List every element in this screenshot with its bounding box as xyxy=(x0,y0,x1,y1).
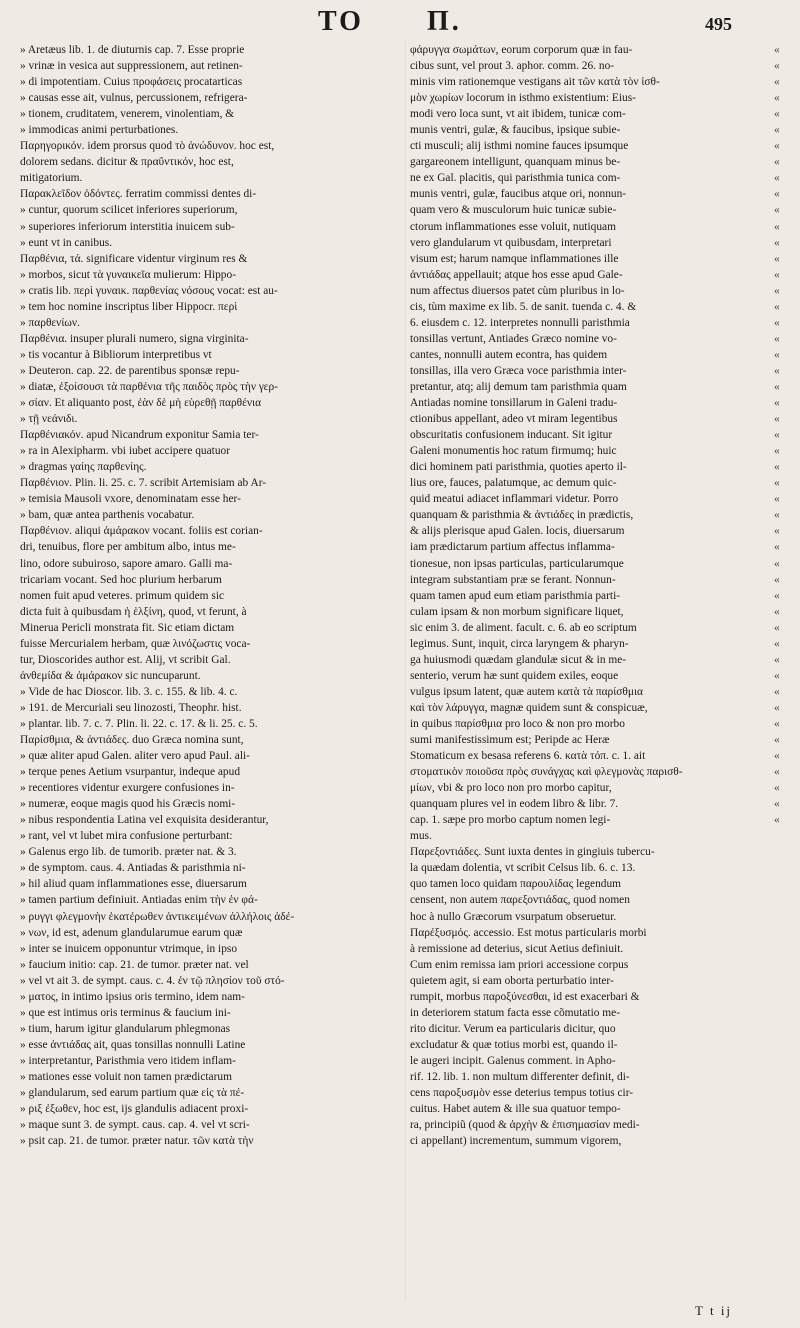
text-line: φάρυγγα σωμάτων, eorum corporum quæ in fau- xyxy=(410,44,633,56)
text-line: Παρθένιακόν. apud Nicandrum exponitur Samia ter- xyxy=(20,429,259,442)
text-line: » inter se inuicem opponuntur vtrimque, in ipso xyxy=(20,942,238,955)
text-line: modi vero loca sunt, vt ait ibidem, tunicæ com- xyxy=(410,108,626,121)
text-line: » eunt vt in canibus. xyxy=(20,236,113,249)
text-line: » tamen partium definiuit. Antiadas enim τὴν ἐν φά- xyxy=(20,894,258,907)
text-line: ga huiusmodi quædam glandulæ sicut & in me- xyxy=(410,653,627,666)
text-line: » quæ aliter apud Galen. aliter vero apud Paul. ali- xyxy=(20,750,250,763)
quote-mark: « xyxy=(774,798,780,811)
text-line: & alijs plerisque apud Galen. locis, diuersarum xyxy=(410,525,625,538)
text-line: Παρεξοντιάδες. Sunt iuxta dentes in gingiuis tubercu- xyxy=(410,846,655,859)
quote-mark: « xyxy=(774,493,780,506)
text-line: ἀνθεμίδα & ἀμάρακον sic nuncuparunt. xyxy=(20,669,201,682)
text-line: quietem agit, si eam oborta perturbatio inter- xyxy=(410,974,614,987)
quote-mark: « xyxy=(774,461,780,474)
text-line: quam tamen apud eum etiam paristhmia parti- xyxy=(410,589,621,602)
text-line: » vrinæ in vesica aut suppressionem, aut retinen- xyxy=(20,60,243,73)
quote-mark: « xyxy=(774,397,780,410)
quote-mark: « xyxy=(774,332,780,345)
text-line: Παρηγορικόν. idem prorsus quod τὸ ἀνώδυνον. hoc est, xyxy=(20,140,275,153)
quote-mark: « xyxy=(774,621,780,634)
text-line: ctionibus appellant, adeo vt miram legentibus xyxy=(410,413,618,426)
text-line: » Vide de hac Dioscor. lib. 3. c. 155. & lib. 4. c. xyxy=(20,685,238,698)
quote-mark: « xyxy=(774,156,780,169)
text-line: tionesue, non ipsas particulas, particularumque xyxy=(410,557,624,570)
text-line: quanquam plures vel in eodem libro & libr. 7. xyxy=(410,798,619,811)
text-line: » tionem, cruditatem, venerem, vinolentiam, & xyxy=(20,108,235,121)
text-line: » cuntur, quorum scilicet inferiores superiorum, xyxy=(20,204,238,217)
quote-mark: « xyxy=(774,653,780,666)
text-line: » rant, vel vt lubet mira confusione perturbant: xyxy=(20,830,233,843)
text-line: à remissione ad deterius, sicut Aetius definiuit. xyxy=(410,942,624,955)
text-line: rito dicitur. Verum ea particularis dicitur, quo xyxy=(410,1022,616,1035)
text-line: Παρέξυσμός. accessio. Est motus particularis morbi xyxy=(410,926,647,939)
text-line: excludatur & quæ totius morbi est, quando il- xyxy=(410,1038,618,1051)
text-line: » Deuteron. cap. 22. de parentibus sponsæ repu- xyxy=(20,364,240,377)
text-line: ci appellant) incrementum, summum vigorem, xyxy=(410,1135,622,1148)
text-line: Παρθένια. insuper plurali numero, signa virginita- xyxy=(20,332,249,345)
text-line: μὸν χωρίων locorum in isthmo existentium: Eius- xyxy=(410,92,636,105)
text-line: » morbos, sicut τὰ γυναικεῖα mulierum: Hippo- xyxy=(20,268,236,281)
text-line: » temisia Mausoli vxore, denominatam esse her- xyxy=(20,493,241,506)
text-line: cuitus. Habet autem & ille sua quatuor tempo- xyxy=(410,1103,621,1116)
quote-mark: « xyxy=(774,124,780,137)
quote-mark: « xyxy=(774,44,780,56)
quote-mark: « xyxy=(774,685,780,698)
text-line: » tis vocantur à Bibliorum interpretibus vt xyxy=(20,348,212,361)
text-line: dolorem sedans. dicitur & πραΰντικόν, hoc est, xyxy=(20,156,234,169)
text-line: mitigatorium. xyxy=(20,172,83,185)
running-head-left: TO xyxy=(318,6,364,37)
margin-quotation-marks xyxy=(774,42,794,828)
text-line: Galeni monumentis hoc ratum firmumq; huic xyxy=(410,445,617,458)
quote-mark: « xyxy=(774,814,780,827)
text-line: quid meatui adiacet inflammari videtur. Porro xyxy=(410,493,619,506)
text-line: » interpretantur, Paristhmia vero itidem inflam- xyxy=(20,1054,236,1067)
text-line: sic enim 3. de aliment. facult. c. 6. ab eo scriptum xyxy=(410,621,637,634)
quote-mark: « xyxy=(774,204,780,217)
text-line: » cratis lib. περὶ γυναικ. παρθενίας νόσους vocat: est au- xyxy=(20,284,278,297)
text-line: ne ex Gal. placitis, qui paristhmia tunica com- xyxy=(410,172,621,185)
text-line: dici hominem pati paristhmia, quoties aperto il- xyxy=(410,461,627,474)
text-line: le augeri incipit. Galenus comment. in Apho- xyxy=(410,1054,616,1067)
text-line: » σίαν. Et aliquanto post, ἐὰν δὲ μὴ εὑρεθῇ παρθένια xyxy=(20,397,262,410)
text-line: » 191. de Mercuriali seu linozosti, Theophr. hist. xyxy=(20,701,242,714)
text-line: » Galenus ergo lib. de tumorib. præter nat. & 3. xyxy=(20,846,237,859)
text-line: dicta fuit à quibusdam ἡ ἑλξίνη, quod, vt ferunt, à xyxy=(20,605,247,618)
quote-mark: « xyxy=(774,140,780,153)
quote-mark: « xyxy=(774,605,780,618)
text-line: cens παροξυσμὸν esse deterius tempus totius cir- xyxy=(410,1087,634,1100)
left-text-column xyxy=(20,42,404,1149)
text-line: pretantur, atq; alij demum tam paristhmia quam xyxy=(410,380,627,393)
text-line: in quibus παρίσθμια pro loco & non pro morbo xyxy=(410,717,625,730)
text-line: Παρθένια, τά. significare videntur virginum res & xyxy=(20,252,248,265)
quote-mark: « xyxy=(774,525,780,538)
text-line: » dragmas γαίης παρθενίης. xyxy=(20,461,147,474)
text-line: Παρίσθμια, & ἀντιάδες. duo Græca nomina sunt, xyxy=(20,734,244,747)
text-line: obscuritatis confusionem inducant. Sit igitur xyxy=(410,429,613,442)
text-line: munis ventri, gulæ, faucibus atque ori, nonnun- xyxy=(410,188,627,201)
text-line: » ρυγγι φλεγμονὴν ἑκατέρωθεν ἀντικειμένων ἀλλήλοις ἀδέ- xyxy=(20,910,295,923)
quote-mark: « xyxy=(774,589,780,602)
quote-mark: « xyxy=(774,750,780,763)
text-line: tur, Dioscorides author est. Alij, vt scribit Gal. xyxy=(20,653,231,666)
text-line: lino, odore subuiroso, sapore amaro. Galli ma- xyxy=(20,557,233,570)
quote-mark: « xyxy=(774,108,780,121)
quote-mark: « xyxy=(774,669,780,682)
quote-mark: « xyxy=(774,477,780,490)
quote-mark: « xyxy=(774,573,780,586)
text-line: num affectus diuersos patet cùm pluribus in lo- xyxy=(410,284,625,297)
page-number: 495 xyxy=(705,14,732,34)
text-line: fuisse Mercurialem herbam, quæ λινόζωστις voca- xyxy=(20,637,251,650)
text-line: la quædam dolentia, vt scribit Celsus lib. 6. c. 13. xyxy=(410,862,636,875)
text-line: tricariam vocant. Sed hoc plurium herbarum xyxy=(20,573,222,586)
text-line: καὶ τὸν λάρυγγα, magnæ quidem sunt & conspicuæ, xyxy=(410,701,648,714)
text-line: senterio, verum hæ sunt quidem exiles, eoque xyxy=(410,669,619,682)
quote-mark: « xyxy=(774,300,780,313)
text-line: » bam, quæ antea parthenis vocabatur. xyxy=(20,509,195,522)
quote-mark: « xyxy=(774,717,780,730)
quote-mark: « xyxy=(774,236,780,249)
text-line: Cum enim remissa iam priori accessione corpus xyxy=(410,958,629,971)
text-line: » esse ἀντιάδας ait, quas tonsillas nonnulli Latine xyxy=(20,1038,246,1051)
text-line: cti musculi; alij isthmi nomine fauces ipsumque xyxy=(410,140,629,153)
quote-mark: « xyxy=(774,76,780,89)
text-line: mus. xyxy=(410,830,432,843)
text-line: 6. eiusdem c. 12. interpretes nonnulli paristhmia xyxy=(410,316,630,329)
text-line: quanquam & paristhmia & ἀντιάδες in prædictis, xyxy=(410,509,634,522)
text-line: visum est; harum namque inflammationes ille xyxy=(410,252,619,265)
text-line: in deteriorem statum facta esse cõmutatio me- xyxy=(410,1006,621,1019)
text-line: cap. 1. sæpe pro morbo captum nomen legi- xyxy=(410,814,611,827)
text-line: integram substantiam præ se ferant. Nonnun- xyxy=(410,573,616,586)
text-line: » terque penes Aetium vsurpantur, indeque apud xyxy=(20,766,241,779)
text-line: » immodicas animi perturbationes. xyxy=(20,124,179,137)
text-line: » superiores inferiorum interstitia inuicem sub- xyxy=(20,220,235,233)
quote-mark: « xyxy=(774,782,780,795)
text-line: munis ventri, gulæ, & faucibus, ipsique subie- xyxy=(410,124,621,137)
text-line: vero glandularum vt quibusdam, interpretari xyxy=(410,236,612,249)
text-line: nomen fuit apud veteres. primum quidem sic xyxy=(20,589,225,602)
text-line: » tem hoc nomine inscriptus liber Hippocr. περὶ xyxy=(20,300,238,313)
text-line: » recentiores videntur exurgere confusiones in- xyxy=(20,782,235,795)
quote-mark: « xyxy=(774,268,780,281)
text-line: lius ore, fauces, palatumque, ac demum quic- xyxy=(410,477,617,490)
text-line: » plantar. lib. 7. c. 7. Plin. li. 22. c. 17. & li. 25. c. 5. xyxy=(20,717,258,730)
right-text-column xyxy=(410,42,772,1149)
text-line: » νων, id est, adenum glandularumue earum quæ xyxy=(20,926,243,939)
text-line: cis, tùm maxime ex lib. 5. de sanit. tuenda c. 4. & xyxy=(410,300,637,313)
quote-mark: « xyxy=(774,252,780,265)
text-line: vulgus ipsum latent, quæ autem κατὰ τὰ παρίσθμια xyxy=(410,685,644,698)
text-line: rif. 12. lib. 1. non multum differenter definit, di- xyxy=(410,1071,630,1083)
text-line: Minerua Pericli monstrata fit. Sic etiam dictam xyxy=(20,621,235,634)
text-line: » ματος, in intimo ipsius oris termino, idem nam- xyxy=(20,990,245,1003)
quote-mark: « xyxy=(774,284,780,297)
quote-mark: « xyxy=(774,172,780,185)
text-line: » tium, harum igitur glandularum phlegmonas xyxy=(20,1022,231,1035)
quote-mark: « xyxy=(774,509,780,522)
text-line: » mationes esse voluit non tamen prædictarum xyxy=(20,1071,232,1083)
text-line: Παρθένιον. Plin. li. 25. c. 7. scribit Artemisiam ab Ar- xyxy=(20,477,267,490)
text-line: dri, tenuibus, flore per ambitum albo, intus me- xyxy=(20,541,236,554)
quote-mark: « xyxy=(774,557,780,570)
quote-mark: « xyxy=(774,380,780,393)
text-line: Stomaticum ex besasa referens 6. κατὰ τόπ. c. 1. ait xyxy=(410,750,646,763)
quote-mark: « xyxy=(774,364,780,377)
text-line: tonsillas vertunt, Antiades Græco nomine vo- xyxy=(410,332,617,345)
text-line: quam vero & musculorum huic tunicæ subie- xyxy=(410,204,617,217)
text-line: ra, principiũ (quod & ἀρχὴν & ἐπισημασίαν medi- xyxy=(410,1119,640,1132)
quote-mark: « xyxy=(774,766,780,779)
quote-mark: « xyxy=(774,348,780,361)
page-header xyxy=(0,6,800,46)
text-line: rumpit, morbus παροξύνεσθαι, id est exacerbari & xyxy=(410,990,640,1003)
text-line: » diatæ, ἐξοίσουσι τὰ παρθένια τῆς παιδὸς πρὸς τὴν γερ- xyxy=(20,380,278,393)
text-line: » maque sunt 3. de sympt. caus. cap. 4. vel vt scri- xyxy=(20,1119,250,1132)
text-line: quo tamen loco quidam παρουλίδας legendum xyxy=(410,878,622,891)
running-head-right: Π. xyxy=(427,6,462,37)
signature-mark: T t ij xyxy=(695,1303,733,1318)
text-line: » de symptom. caus. 4. Antiadas & paristhmia ni- xyxy=(20,862,246,875)
quote-mark: « xyxy=(774,316,780,329)
text-line: sumi manifestissimum est; Peripde ac Heræ xyxy=(410,734,610,747)
text-line: » ριξ ἐξωθεν, hoc est, ijs glandulis adiacent proxi- xyxy=(20,1103,249,1116)
text-line: » nibus respondentia Latina vel exquisita desiderantur, xyxy=(20,814,269,827)
text-line: » psit cap. 21. de tumor. præter natur. τῶν κατὰ τὴν xyxy=(20,1135,254,1148)
text-line: ctorum inflammationes esse voluit, nutiquam xyxy=(410,220,616,233)
text-line: Παρακλεῖδον ὀδόντες. ferratim commissi dentes di- xyxy=(20,188,257,201)
quote-mark: « xyxy=(774,220,780,233)
text-line: » causas esse ait, vulnus, percussionem, refrigera- xyxy=(20,92,248,105)
text-line: » Aretæus lib. 1. de diuturnis cap. 7. Esse proprie xyxy=(20,44,245,56)
quote-mark: « xyxy=(774,445,780,458)
text-line: » faucium initio: cap. 21. de tumor. præter nat. vel xyxy=(20,958,249,971)
quote-mark: « xyxy=(774,60,780,73)
text-line: » ra in Alexipharm. vbi iubet accipere quatuor xyxy=(20,445,231,458)
text-line: » glandularum, sed earum partium quæ εἰς τὰ πέ- xyxy=(20,1087,245,1100)
text-line: gargareonem intelligunt, quanquam minus be- xyxy=(410,156,621,169)
text-line: στοματικὸν ποιοῦσα πρὸς συνάγχας καὶ φλεγμονὰς παρισθ- xyxy=(410,766,683,779)
text-line: » παρθενίων. xyxy=(20,316,80,329)
text-line: legimus. Sunt, inquit, circa laryngem & pharyn- xyxy=(410,637,629,650)
text-line: iam prædictarum partium affectus inflamma- xyxy=(410,541,615,554)
text-line: tonsillas, illa vero Græca voce paristhmia inter- xyxy=(410,364,627,377)
text-line: minis vim rationemque vestigans ait τῶν κατὰ τὸν ἰσθ- xyxy=(410,76,660,89)
text-line: censent, non autem παρεξοντιάδας, quod nomen xyxy=(410,894,630,907)
text-line: Παρθένιον. aliqui ἀμάρακον vocant. foliis est corian- xyxy=(20,525,263,538)
quote-mark: « xyxy=(774,734,780,747)
quote-mark: « xyxy=(774,188,780,201)
text-line: » que est intimus oris terminus & faucium ini- xyxy=(20,1006,231,1019)
text-line: cantes, nonnulli autem econtra, has quidem xyxy=(410,348,608,361)
quote-mark: « xyxy=(774,541,780,554)
text-line: hoc à nullo Græcorum vsurpatum obseruetur. xyxy=(410,910,617,923)
text-line: ἀντιάδας appellauit; atque hos esse apud Gale- xyxy=(410,268,623,281)
quote-mark: « xyxy=(774,637,780,650)
quote-mark: « xyxy=(774,429,780,442)
text-line: » di impotentiam. Cuius προφάσεις procatarticas xyxy=(20,76,243,89)
text-line: » τῇ νεάνιδι. xyxy=(20,413,78,426)
quote-mark: « xyxy=(774,701,780,714)
quote-mark: « xyxy=(774,92,780,105)
text-line: » vel vt ait 3. de sympt. caus. c. 4. ἐν τῷ πλησίον τοῦ στό- xyxy=(20,974,285,987)
text-line: » hil aliud quam inflammationes esse, diuersarum xyxy=(20,878,247,891)
text-line: Antiadas nomine tonsillarum in Galeni tradu- xyxy=(410,397,618,410)
text-line: cibus sunt, vel prout 3. aphor. comm. 26. no- xyxy=(410,60,615,73)
text-line: μίων, vbi & pro loco non pro morbo capitur, xyxy=(410,782,612,795)
quote-mark: « xyxy=(774,413,780,426)
text-line: » numeræ, eoque magis quod his Græcis nomi- xyxy=(20,798,236,811)
text-line: culam ipsam & non morbum significare liquet, xyxy=(410,605,624,618)
